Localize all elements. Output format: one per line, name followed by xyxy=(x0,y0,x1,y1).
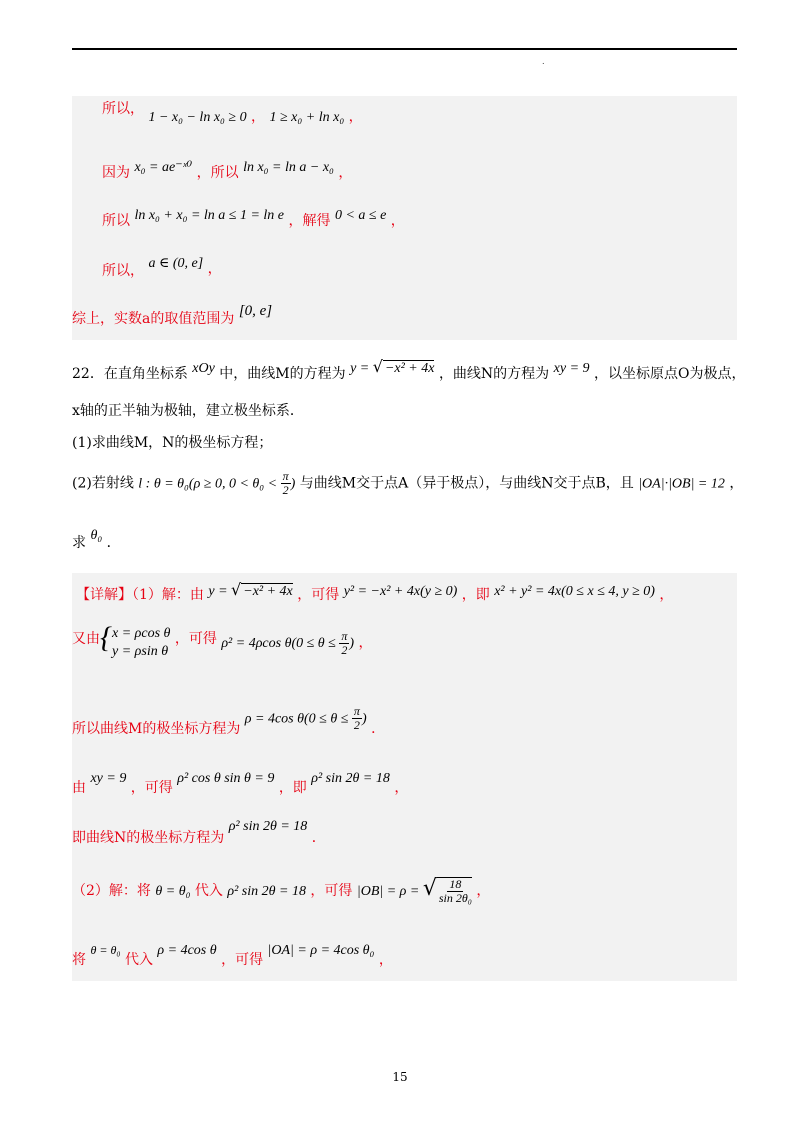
text: ，所以 xyxy=(196,165,239,181)
numerator: 18 xyxy=(449,877,462,891)
text: 求 xyxy=(72,535,86,551)
text: ， xyxy=(358,635,373,651)
header-rule xyxy=(72,48,737,50)
sol-line-2 xyxy=(72,623,373,661)
brace-icon: { xyxy=(100,621,112,654)
text: ． xyxy=(106,535,121,551)
sol-line-3 xyxy=(72,704,386,737)
formula: x² + y² = 4x(0 ≤ x ≤ 4, y ≥ 0) xyxy=(494,584,655,599)
formula: ) xyxy=(290,476,296,492)
text: 代入 xyxy=(124,952,153,968)
line-3 xyxy=(102,206,405,229)
text: 22．在直角坐标系 xyxy=(72,366,188,382)
text: 中，曲线M的方程为 xyxy=(219,366,346,382)
formula: a ∈ (0, e] xyxy=(148,256,204,271)
text: 代入 xyxy=(194,883,223,899)
text: ，即 xyxy=(278,780,307,796)
formula: ρ² sin 2θ = 18 xyxy=(311,771,390,786)
formula: |OA| = ρ = 4cos θ₀ xyxy=(267,943,375,958)
text: ， xyxy=(394,780,409,796)
formula: y = xyxy=(208,584,232,599)
text: 又由 xyxy=(72,631,100,647)
text: 因为 xyxy=(102,165,130,181)
formula: 1 ≥ x₀ + ln x₀ xyxy=(269,110,345,125)
line-4 xyxy=(102,254,222,279)
sol-line-5 xyxy=(72,817,326,846)
formula: 1 − x₀ − ln x₀ ≥ 0 xyxy=(148,110,247,125)
formula: xy = 9 xyxy=(553,361,590,376)
formula: ρ² cos θ sin θ = 9 xyxy=(177,771,275,786)
formula: xOy xyxy=(192,361,215,376)
formula: ρ = 4cos θ(0 ≤ θ ≤ xyxy=(244,711,352,727)
text: ． xyxy=(311,830,326,846)
text: ， xyxy=(338,165,353,181)
text: 所以 xyxy=(102,213,130,229)
formula: ρ² sin 2θ = 18 xyxy=(227,884,306,899)
text: ， xyxy=(348,109,363,125)
text: ， xyxy=(251,109,266,125)
numerator: π xyxy=(341,628,348,643)
formula: θ = θ₀ xyxy=(90,943,121,957)
text: 所以曲线M的极坐标方程为 xyxy=(72,720,241,737)
formula: ln x₀ = ln a − x₀ xyxy=(243,160,334,175)
formula: ) xyxy=(349,636,355,651)
text: 由 xyxy=(72,780,86,796)
system-eq-1: x = ρcos θ xyxy=(112,626,171,641)
numerator: π xyxy=(353,704,360,718)
sol-line-7 xyxy=(72,941,393,968)
header-dot: . xyxy=(542,57,545,66)
formula: x₀ = ae⁻ˣ⁰ xyxy=(134,160,193,175)
formula: |OB| = ρ = xyxy=(356,884,423,899)
text: ，可得 xyxy=(310,883,353,899)
formula: −x² + 4x xyxy=(384,361,435,376)
solution-box-1 xyxy=(72,96,737,340)
formula: ρ² sin 2θ = 18 xyxy=(228,819,308,834)
formula: 0 < a ≤ e xyxy=(334,208,387,223)
text: 所以， xyxy=(102,101,144,117)
formula: [0, e] xyxy=(238,303,273,319)
text: ，可得 xyxy=(221,952,264,968)
text: 所以， xyxy=(102,263,144,279)
formula: θ = θ₀ xyxy=(155,884,191,899)
formula: θ₀ xyxy=(90,528,103,543)
text: ，曲线N的方程为 xyxy=(438,366,550,382)
formula: |OA|·|OB| = 12 xyxy=(638,476,725,492)
system-eq-2: y = ρsin θ xyxy=(112,644,169,659)
problem-line-1 xyxy=(72,357,746,382)
sqrt-icon: √ xyxy=(231,580,242,599)
text: ， xyxy=(378,952,393,968)
line-1 xyxy=(102,101,363,127)
formula: y² = −x² + 4x(y ≥ 0) xyxy=(343,584,458,599)
text: ，解得 xyxy=(288,213,331,229)
problem-line-2: x轴的正半轴为极轴，建立极坐标系． xyxy=(72,403,304,419)
text: ，以坐标原点O为极点， xyxy=(593,366,746,382)
equation-system xyxy=(112,625,170,661)
formula: −x² + 4x xyxy=(243,584,293,599)
sqrt-icon: √ xyxy=(372,357,383,376)
fraction xyxy=(437,877,472,905)
text: 【详解】（1）解：由 xyxy=(76,587,204,603)
text: 综上，实数a的取值范围为 xyxy=(72,311,235,327)
formula: xy = 9 xyxy=(90,771,127,786)
text: ， xyxy=(207,261,222,277)
sol-line-6 xyxy=(72,877,490,905)
sol-line-4 xyxy=(72,769,409,796)
problem-line-5 xyxy=(72,526,121,551)
text: （2）解：将 xyxy=(72,883,151,899)
formula: ) xyxy=(361,711,367,727)
text: ，可得 xyxy=(130,780,173,796)
text: 即曲线N的极坐标方程为 xyxy=(72,830,225,846)
text: ，即 xyxy=(461,587,490,603)
fraction xyxy=(281,470,291,497)
problem-line-3: (1)求曲线M，N的极坐标方程； xyxy=(72,435,273,451)
fraction xyxy=(352,705,362,732)
text: ， xyxy=(729,475,744,492)
text: (2)若射线 xyxy=(72,475,134,492)
solution-box-2 xyxy=(72,573,737,981)
text: ，可得 xyxy=(174,631,217,647)
line-2 xyxy=(102,158,353,181)
formula: y = xyxy=(350,361,373,376)
text: ，可得 xyxy=(297,587,340,603)
formula: ln x₀ + x₀ = ln a ≤ 1 = ln e xyxy=(134,208,285,223)
numerator: π xyxy=(282,469,289,483)
page-number: 15 xyxy=(392,1070,408,1084)
text: 将 xyxy=(72,952,86,968)
denominator: 2 xyxy=(341,642,348,657)
formula: l : θ = θ₀(ρ ≥ 0, 0 < θ₀ < xyxy=(138,476,281,492)
sol-line-1 xyxy=(76,581,673,601)
sqrt-icon: √ xyxy=(422,876,437,901)
text: ， xyxy=(390,213,405,229)
denominator: 2 xyxy=(353,718,360,732)
text: ， xyxy=(659,587,674,603)
fraction xyxy=(339,630,349,657)
text: ． xyxy=(371,720,386,737)
line-5 xyxy=(72,302,273,327)
text: ， xyxy=(476,883,491,899)
text: 与曲线M交于点A（异于极点），与曲线N交于点B，且 xyxy=(299,475,634,492)
denominator: sin 2θ₀ xyxy=(438,891,472,905)
formula: ρ² = 4ρcos θ(0 ≤ θ ≤ xyxy=(221,636,340,651)
problem-line-4 xyxy=(72,470,743,497)
formula: ρ = 4cos θ xyxy=(157,943,217,958)
denominator: 2 xyxy=(282,483,289,497)
